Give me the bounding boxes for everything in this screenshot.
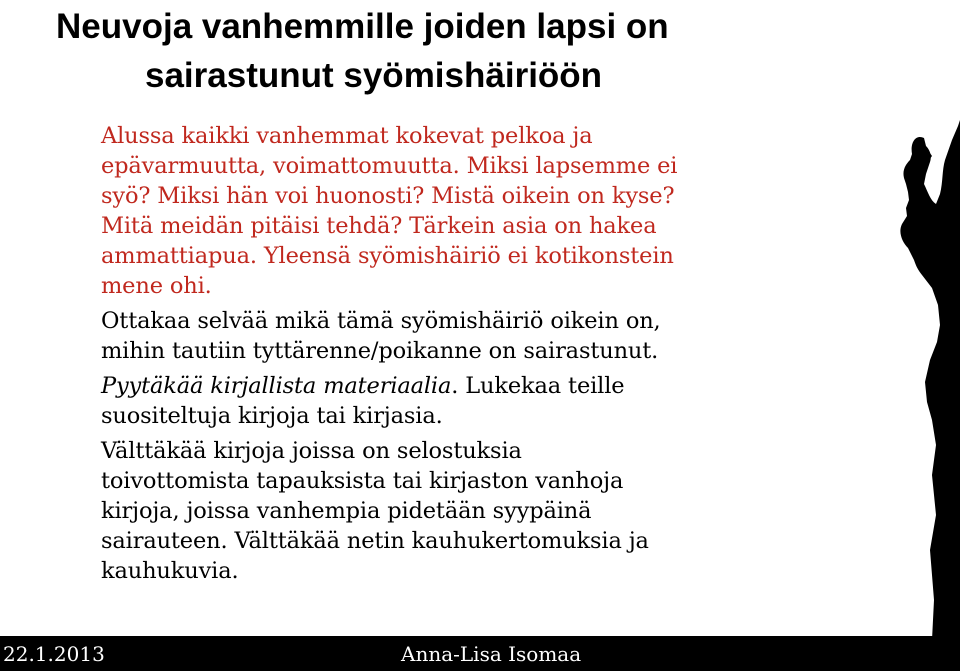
slide-body [101,121,821,591]
paragraph-line: suositeltuja kirjoja tai kirjasia. [101,403,443,429]
footer-date: 22.1.2013 [3,642,105,666]
footer-bar [0,636,960,671]
title-line-1: Neuvoja vanhemmille joiden lapsi on [56,7,669,46]
paragraph-line: epävarmuutta, voimattomuutta. Miksi lapsemme ei [101,153,678,179]
paragraph-line: Ottakaa selvää mikä tämä syömishäiriö oikein on, [101,308,661,334]
woman-silhouette-icon [840,120,960,640]
paragraph-line: kauhukuvia. [101,558,239,584]
paragraph-line: sairauteen. Välttäkää netin kauhukertomuksia ja [101,528,649,554]
paragraph-line: syö? Miksi hän voi huonosti? Mistä oikein on kyse? [101,183,675,209]
paragraph-line: Välttäkää kirjoja joissa on selostuksia [101,438,522,464]
paragraph-intro [101,121,821,301]
slide-title [56,2,816,100]
paragraph-line: Alussa kaikki vanhemmat kokevat pelkoa ja [101,123,593,149]
paragraph-line [101,371,821,401]
paragraph-line: mihin tautiin tyttärenne/poikanne on sairastunut. [101,338,659,364]
title-line-2: sairastunut syömishäiriöön [145,56,603,95]
paragraph-avoid [101,436,821,586]
paragraph-materials [101,371,821,431]
footer-author: Anna-Lisa Isomaa [401,642,582,666]
paragraph-line: Mitä meidän pitäisi tehdä? Tärkein asia on hakea [101,213,657,239]
paragraph-line: ammattiapua. Yleensä syömishäiriö ei kotikonstein [101,243,674,269]
paragraph-line: kirjoja, joissa vanhempia pidetään syypäinä [101,498,592,524]
paragraph-line-rest: . Lukekaa teille [451,373,625,399]
italic-phrase: Pyytäkää kirjallista materiaalia [101,373,452,399]
paragraph-learn [101,306,821,366]
paragraph-line: toivottomista tapauksista tai kirjaston vanhoja [101,468,624,494]
paragraph-line: mene ohi. [101,273,212,299]
